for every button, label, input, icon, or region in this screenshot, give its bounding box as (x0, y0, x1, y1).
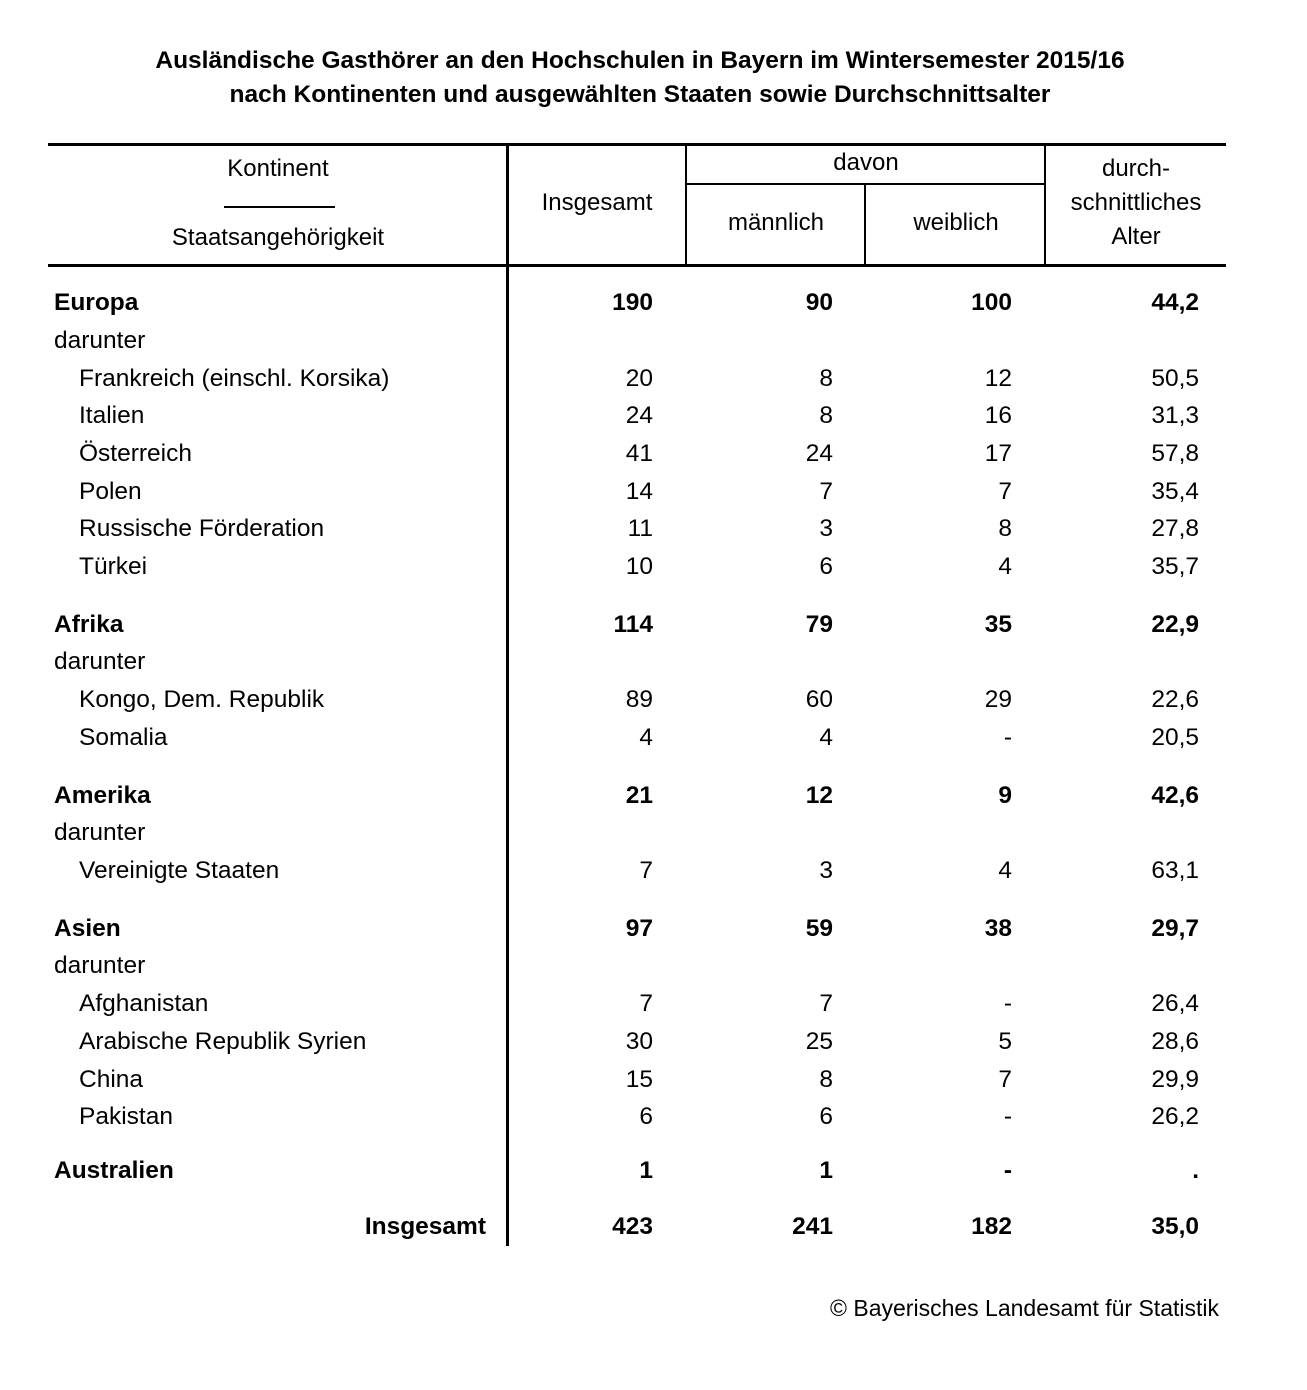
cell-female: - (1003, 990, 1012, 1017)
cell-female: 29 (984, 686, 1012, 713)
table-row (0, 987, 1307, 1021)
cell-total: 20 (625, 365, 653, 392)
row-label: Asien (54, 915, 121, 942)
header-weiblich: weiblich (913, 209, 999, 236)
cell-male: 1 (819, 1157, 833, 1184)
header-alter-line-1: durch- (1101, 155, 1171, 182)
header-staatsangehoerigkeit: Staatsangehörigkeit (171, 224, 385, 251)
table-row (0, 286, 1307, 320)
top-rule (48, 143, 1226, 146)
cell-male: 25 (805, 1028, 833, 1055)
cell-age: 63,1 (1151, 857, 1199, 884)
cell-male: 8 (819, 365, 833, 392)
cell-age: 22,6 (1151, 686, 1199, 713)
row-label: China (79, 1066, 144, 1093)
row-label: darunter (54, 648, 146, 675)
total-cell-male: 241 (792, 1213, 833, 1240)
cell-female: 17 (984, 440, 1012, 467)
cell-age: 29,9 (1151, 1066, 1199, 1093)
header-alter (1046, 152, 1226, 254)
header-separator-line (224, 206, 335, 208)
table-title (0, 44, 1280, 112)
header-davon: davon (833, 149, 899, 176)
cell-female: 7 (998, 1066, 1012, 1093)
header-alter-line-2: schnittliches (1070, 189, 1202, 216)
title-line-1: Ausländische Gasthörer an den Hochschulen in Bayern im Wintersemester 2015/16 (155, 47, 1125, 74)
total-cell-total: 423 (612, 1213, 653, 1240)
cell-male: 12 (805, 782, 833, 809)
header-bottom-rule (48, 264, 1226, 267)
header-kontinent: Kontinent (227, 155, 329, 182)
cell-age: 29,7 (1151, 915, 1199, 942)
cell-male: 60 (805, 686, 833, 713)
table-row (0, 324, 1307, 358)
table-row (0, 949, 1307, 983)
cell-age: 27,8 (1151, 515, 1199, 542)
table-row (0, 1154, 1307, 1188)
row-label: Österreich (79, 440, 193, 467)
row-label: Frankreich (einschl. Korsika) (79, 365, 390, 392)
cell-female: 7 (998, 478, 1012, 505)
cell-male: 7 (819, 990, 833, 1017)
row-label: Türkei (79, 553, 148, 580)
table-row (0, 721, 1307, 755)
cell-female: 38 (984, 915, 1012, 942)
cell-total: 21 (625, 782, 653, 809)
row-label: Polen (79, 478, 142, 505)
row-label: darunter (54, 952, 146, 979)
cell-total: 30 (625, 1028, 653, 1055)
cell-female: 35 (984, 611, 1012, 638)
table-row (0, 608, 1307, 642)
table-row (0, 437, 1307, 471)
cell-age: 26,4 (1151, 990, 1199, 1017)
cell-total: 4 (639, 724, 653, 751)
cell-total: 15 (625, 1066, 653, 1093)
cell-total: 190 (612, 289, 653, 316)
row-label: Amerika (54, 782, 151, 809)
cell-total: 11 (627, 515, 653, 542)
table-row (0, 854, 1307, 888)
cell-total: 10 (625, 553, 653, 580)
cell-female: - (1003, 1103, 1012, 1130)
cell-total: 14 (625, 478, 653, 505)
cell-male: 6 (819, 1103, 833, 1130)
cell-male: 79 (805, 611, 833, 638)
row-label: Somalia (79, 724, 168, 751)
row-label: Vereinigte Staaten (79, 857, 280, 884)
table-row (0, 1063, 1307, 1097)
table-row (0, 362, 1307, 396)
cell-total: 97 (625, 915, 653, 942)
table-row (0, 399, 1307, 433)
total-cell-age: 35,0 (1151, 1213, 1199, 1240)
cell-total: 7 (639, 990, 653, 1017)
cell-male: 8 (819, 1066, 833, 1093)
davon-rule (686, 183, 1046, 185)
cell-total: 114 (613, 611, 653, 638)
table-row (0, 683, 1307, 717)
cell-age: 20,5 (1151, 724, 1199, 751)
row-label: Pakistan (79, 1103, 173, 1130)
cell-male: 24 (805, 440, 833, 467)
cell-male: 8 (819, 402, 833, 429)
table-row (0, 779, 1307, 813)
total-row (0, 1210, 1307, 1244)
header-maennlich: männlich (727, 209, 825, 236)
cell-total: 89 (625, 686, 653, 713)
cell-female: 4 (998, 857, 1012, 884)
row-label: Kongo, Dem. Republik (79, 686, 325, 713)
cell-age: 31,3 (1151, 402, 1199, 429)
cell-male: 4 (819, 724, 833, 751)
cell-age: 35,7 (1151, 553, 1199, 580)
cell-total: 7 (639, 857, 653, 884)
total-cell-female: 182 (971, 1213, 1012, 1240)
title-line-2: nach Kontinenten und ausgewählten Staaten sowie Durchschnittsalter (229, 81, 1051, 108)
row-label: Italien (79, 402, 145, 429)
row-label: Afrika (54, 611, 124, 638)
cell-female: 12 (984, 365, 1012, 392)
cell-age: . (1192, 1157, 1199, 1184)
cell-male: 3 (819, 857, 833, 884)
cell-female: 4 (998, 553, 1012, 580)
cell-male: 3 (819, 515, 833, 542)
cell-age: 35,4 (1151, 478, 1199, 505)
table-row (0, 816, 1307, 850)
row-label: Arabische Republik Syrien (79, 1028, 367, 1055)
cell-age: 42,6 (1151, 782, 1199, 809)
cell-female: 8 (998, 515, 1012, 542)
copyright-notice: © Bayerisches Landesamt für Statistik (830, 1295, 1219, 1321)
table-row (0, 550, 1307, 584)
cell-female: 100 (971, 289, 1012, 316)
cell-male: 59 (805, 915, 833, 942)
cell-female: 16 (984, 402, 1012, 429)
table-row (0, 475, 1307, 509)
cell-male: 6 (819, 553, 833, 580)
table-row (0, 912, 1307, 946)
cell-total: 1 (639, 1157, 653, 1184)
cell-female: 9 (998, 782, 1012, 809)
cell-total: 24 (625, 402, 653, 429)
cell-age: 28,6 (1151, 1028, 1199, 1055)
cell-age: 57,8 (1151, 440, 1199, 467)
cell-male: 90 (805, 289, 833, 316)
cell-age: 44,2 (1151, 289, 1199, 316)
header-insgesamt: Insgesamt (541, 189, 653, 216)
cell-age: 22,9 (1151, 611, 1199, 638)
row-label: Russische Förderation (79, 515, 325, 542)
table-row (0, 1100, 1307, 1134)
row-label: darunter (54, 327, 146, 354)
row-label: Afghanistan (79, 990, 209, 1017)
cell-total: 41 (625, 440, 653, 467)
total-label: Insgesamt (364, 1213, 486, 1240)
header-alter-line-3: Alter (1111, 223, 1161, 250)
row-label: Australien (54, 1157, 174, 1184)
cell-age: 50,5 (1151, 365, 1199, 392)
table-row (0, 1025, 1307, 1059)
row-label: darunter (54, 819, 146, 846)
cell-female: 5 (998, 1028, 1012, 1055)
table-row (0, 645, 1307, 679)
cell-age: 26,2 (1151, 1103, 1199, 1130)
cell-total: 6 (639, 1103, 653, 1130)
row-label: Europa (54, 289, 139, 316)
cell-female: - (1003, 1157, 1012, 1184)
table-row (0, 512, 1307, 546)
cell-female: - (1003, 724, 1012, 751)
cell-male: 7 (819, 478, 833, 505)
